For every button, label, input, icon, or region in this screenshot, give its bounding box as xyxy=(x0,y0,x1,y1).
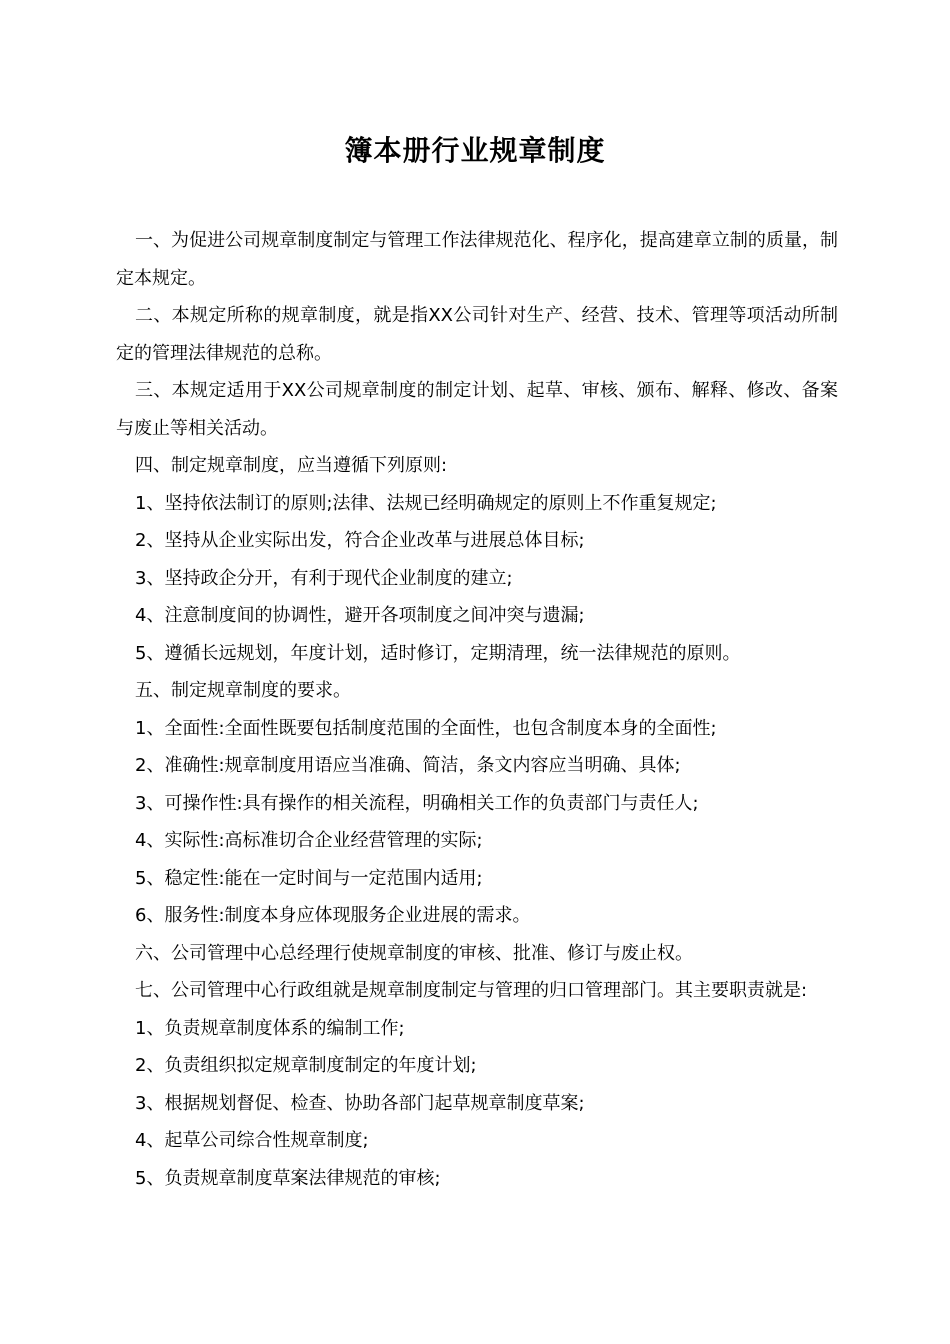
paragraph: 1、负责规章制度体系的编制工作; xyxy=(135,1017,405,1039)
paragraph: 2、负责组织拟定规章制度制定的年度计划; xyxy=(135,1055,477,1076)
paragraph: 五、制定规章制度的要求。 xyxy=(135,680,351,701)
paragraph: 5、稳定性:能在一定时间与一定范围内适用; xyxy=(135,867,483,889)
paragraph: 1、全面性:全面性既要包括制度范围的全面性，也包含制度本身的全面性; xyxy=(135,717,717,739)
document-title: 簿本册行业规章制度 xyxy=(344,134,606,167)
paragraph: 4、起草公司综合性规章制度; xyxy=(135,1130,369,1151)
paragraph: 一、为促进公司规章制度制定与管理工作法律规范化、程序化，提高建章立制的质量，制定本规定。 xyxy=(116,230,838,289)
paragraph: 六、公司管理中心总经理行使规章制度的审核、批准、修订与废止权。 xyxy=(135,942,693,964)
paragraph: 3、根据规划督促、检查、协助各部门起草规章制度草案; xyxy=(135,1092,585,1114)
document-body xyxy=(116,222,838,1197)
paragraph: 5、遵循长远规划，年度计划，适时修订，定期清理，统一法律规范的原则。 xyxy=(135,642,741,664)
paragraph: 1、坚持依法制订的原则;法律、法规已经明确规定的原则上不作重复规定; xyxy=(135,492,717,514)
paragraph: 5、负责规章制度草案法律规范的审核; xyxy=(135,1167,441,1189)
paragraph: 3、坚持政企分开，有利于现代企业制度的建立; xyxy=(135,567,513,589)
paragraph: 3、可操作性:具有操作的相关流程，明确相关工作的负责部门与责任人; xyxy=(135,792,699,814)
paragraph: 6、服务性:制度本身应体现服务企业进展的需求。 xyxy=(135,905,531,926)
paragraph: 七、公司管理中心行政组就是规章制度制定与管理的归口管理部门。其主要职责就是: xyxy=(135,980,808,1001)
paragraph: 四、制定规章制度，应当遵循下列原则: xyxy=(135,455,448,476)
paragraph: 4、注意制度间的协调性，避开各项制度之间冲突与遗漏; xyxy=(135,605,585,626)
paragraph: 2、准确性:规章制度用语应当准确、简洁，条文内容应当明确、具体; xyxy=(135,755,681,776)
paragraph: 2、坚持从企业实际出发，符合企业改革与进展总体目标; xyxy=(135,530,585,551)
paragraph: 二、本规定所称的规章制度，就是指XX公司针对生产、经营、技术、管理等项活动所制定的管理法律规范的总称。 xyxy=(116,305,838,364)
paragraph: 4、实际性:高标准切合企业经营管理的实际; xyxy=(135,830,483,851)
paragraph: 三、本规定适用于XX公司规章制度的制定计划、起草、审核、颁布、解释、修改、备案与废止等相关活动。 xyxy=(116,380,838,439)
